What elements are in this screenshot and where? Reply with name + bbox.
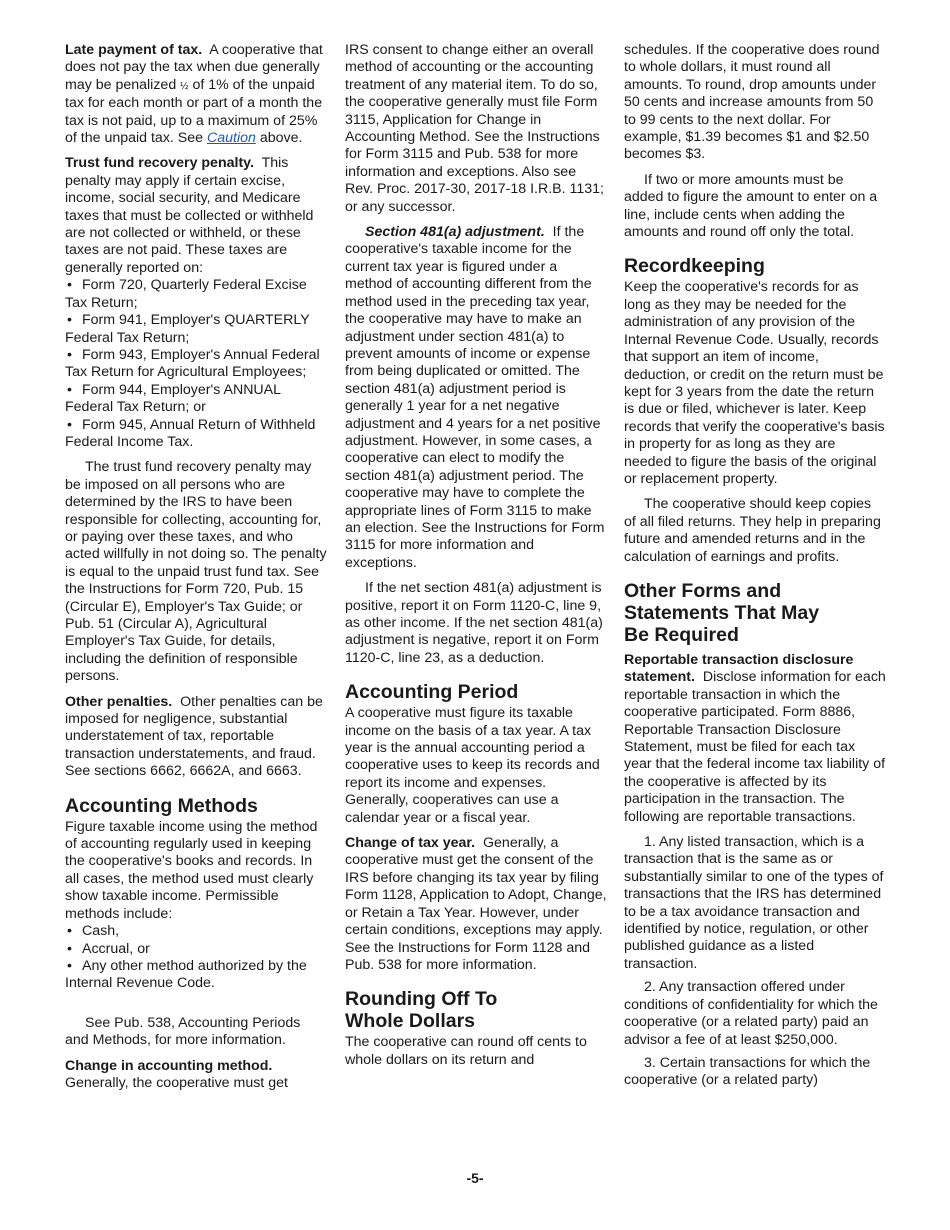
rounding-paragraph-2: If two or more amounts must be added to figure the amount to enter on a line, include cents when adding the amounts and round off only the total. xyxy=(624,171,878,241)
list-item: • Accrual, or xyxy=(65,941,327,958)
list-item: • Form 943, Employer's Annual Federal Tax Return for Agricultural Employees; xyxy=(65,347,327,382)
section-481a-heading: Section 481(a) adjustment. xyxy=(365,224,545,241)
accounting-period-heading: Accounting Period xyxy=(345,681,519,704)
list-item: • Form 944, Employer's ANNUAL Federal Tax Return; or xyxy=(65,382,327,417)
change-year-heading: Change of tax year. xyxy=(345,835,476,852)
accounting-methods-see: See Pub. 538, Accounting Periods and Methods, for more information. xyxy=(65,1014,301,1049)
list-item: • Form 720, Quarterly Federal Excise Tax Return; xyxy=(65,277,327,312)
page-number: -5- xyxy=(466,1170,484,1186)
accounting-period-text: A cooperative must figure its taxable income on the basis of a tax year. A tax year is the annual accounting period a cooperative uses to keep its records and report its income and expenses. Generally, cooperatives can use a calendar year or a fiscal year. xyxy=(345,705,600,826)
change-method-paragraph: Change in accounting method. Generally, the cooperative must get xyxy=(65,1057,288,1091)
other-penalties-heading: Other penalties. xyxy=(65,693,173,710)
other-penalties-paragraph: Other penalties. Other penalties can be imposed for negligence, substantial understatement of tax, reportable transaction understatements, and fraud. See sections 6662, 6662A, and 6663. xyxy=(65,693,323,780)
change-year-paragraph: Change of tax year. Generally, a cooperative must get the consent of the IRS before changing its tax year by filing Form 1128, Application to Adopt, Change, or Retain a Tax Year. However, under certain conditions, exceptions may apply. See the Instructions for Form 1128 and Pub. 538 for more information. xyxy=(345,835,607,973)
change-method-continued: IRS consent to change either an overall method of accounting or the accounting treatment of any material item. To do so, the cooperative generally must file Form 3115, Application for Change in Accounting Method. See the Instructions for Form 3115 and Pub. 538 for more information and exceptions. Also see Rev. Proc. 2017-30, 2017-18 I.R.B. 1131; or any successor. xyxy=(345,42,604,215)
late-payment-heading: Late payment of tax. xyxy=(65,42,203,58)
list-item: • Any other method authorized by the Internal Revenue Code. xyxy=(65,958,327,993)
trust-fund-heading: Trust fund recovery penalty. xyxy=(65,155,254,172)
section-481a-paragraph-2: If the net section 481(a) adjustment is positive, report it on Form 1120-C, line 9, as other income. If the net section 481(a) adjustment is negative, report it on Form 1120-C, line 23, as a deduction. xyxy=(345,580,603,666)
change-method-heading: Change in accounting method. xyxy=(65,1057,273,1074)
column-1 xyxy=(65,42,327,1100)
other-forms-heading: Other Forms and Statements That May Be Required xyxy=(624,579,820,646)
column-2 xyxy=(345,42,607,1077)
list-item: • Cash, xyxy=(65,923,327,940)
recordkeeping-paragraph-2: The cooperative should keep copies of all filed returns. They help in preparing future and amended returns and in the calculation of earnings and profits. xyxy=(624,496,881,565)
recordkeeping-text: Keep the cooperative's records for as long as they may be needed for the administration of any provision of the Internal Revenue Code. Usually, records that support an item of income, deduction, or credit on the return must be kept for 3 years from the date the return is due or filed, whichever is later. Keep records that verify the cooperative's basis in property for as long as they are needed to figure the basis of the original or replacement property. xyxy=(624,279,885,487)
list-item: 3. Certain transactions for which the cooperative (or a related party) xyxy=(624,1054,871,1089)
list-item: • Form 945, Annual Return of Withheld Federal Income Tax. xyxy=(65,417,327,452)
recordkeeping-heading: Recordkeeping xyxy=(624,255,765,278)
accounting-methods-heading: Accounting Methods xyxy=(65,794,258,817)
accounting-methods-text: Figure taxable income using the method of accounting regularly used in keeping the cooperative's books and records. In all cases, the method used must clearly show taxable income. Permissible methods include: xyxy=(65,818,318,922)
reportable-transaction-heading: Reportable transaction disclosure statement. xyxy=(624,651,854,686)
reportable-transaction-paragraph: Reportable transaction disclosure statement. Disclose information for each reportable transaction in which the cooperative participated. Form 8886, Reportable Transaction Disclosure Statement, must be filed for each tax year that the federal income tax liability of the cooperative is affected by its participation in the transaction. The following are reportable transactions. xyxy=(624,651,886,825)
rounding-heading: Rounding Off To Whole Dollars xyxy=(345,988,498,1033)
list-item: 2. Any transaction offered under conditions of confidentiality for which the cooperative (or a related party) paid an advisor a fee of at least $250,000. xyxy=(624,979,878,1048)
list-item: • Form 941, Employer's QUARTERLY Federal Tax Return; xyxy=(65,312,327,347)
column-3 xyxy=(624,42,886,1096)
trust-fund-paragraph-2: The trust fund recovery penalty may be imposed on all persons who are determined by the IRS to have been responsible for collecting, accounting for, or paying over these taxes, and who acted willfully in not doing so. The penalty is equal to the unpaid trust fund tax. See the Instructions for Form 720, Pub. 15 (Circular E), Employer's Tax Guide; or Pub. 51 (Circular A), Agricultural Employer's Tax Guide, for details, including the definition of responsible persons. xyxy=(65,459,327,685)
list-item: 1. Any listed transaction, which is a transaction that is the same as or substantially similar to one of the types of transactions that the IRS has determined to be a tax avoidance transaction and identified by notice, regulation, or other published guidance as a listed transaction. xyxy=(624,834,884,972)
rounding-text: The cooperative can round off cents to whole dollars on its return and xyxy=(345,1034,587,1068)
section-481a-paragraph: Section 481(a) adjustment. If the cooperative's taxable income for the current tax year is figured under a method of accounting different from the method used in the preceding tax year, the cooperative may have to make an adjustment under section 481(a) to prevent amounts of income or expense from being duplicated or omitted. The section 481(a) adjustment period is generally 1 year for a net negative adjustment and 4 years for a net positive adjustment. However, in some cases, a cooperative can elect to modify the section 481(a) adjustment period. The cooperative may have to complete the appropriate lines of Form 3115 to make an election. See the Instructions for Form 3115 for more information and exceptions. xyxy=(345,224,605,571)
rounding-continued: schedules. If the cooperative does round to whole dollars, it must round all amounts. To round, drop amounts under 50 cents and increase amounts from 50 to 99 cents to the next dollar. For example, $1.39 becomes $1 and $2.50 becomes $3. xyxy=(624,42,880,163)
caution-link[interactable]: Caution xyxy=(206,130,256,147)
late-payment-paragraph: Late payment of tax. A cooperative that does not pay the tax when due generally may be penalized ½ of 1% of the unpaid tax for each month or part of a month the tax is not paid, up to a maximum of 25% of the unpaid tax. See Caution above. xyxy=(65,42,323,147)
trust-fund-paragraph: Trust fund recovery penalty. This penalty may apply if certain excise, income, social security, and Medicare taxes that must be collected or withheld are not collected or withheld, or these taxes are not paid. These taxes are generally reported on: xyxy=(65,155,314,276)
